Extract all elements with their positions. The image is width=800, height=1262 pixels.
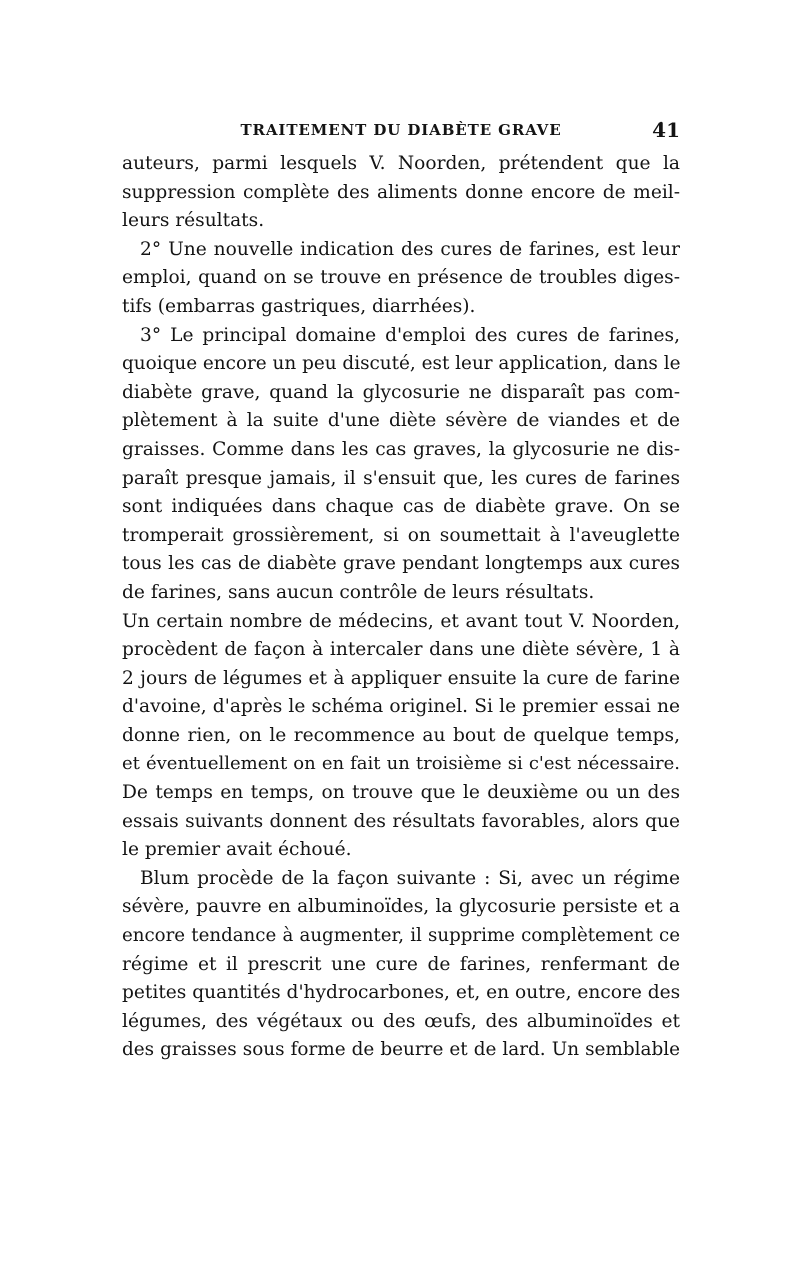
text-line: 2° Une nouvelle indication des cures de farines, est leur: [140, 238, 680, 260]
text-line: emploi, quand on se trouve en présence de troubles diges-: [122, 267, 680, 289]
text-line: 3° Le principal domaine d'emploi des cures de farines,: [140, 324, 680, 346]
page-number: 4̇1: [652, 118, 680, 142]
body-text: [122, 150, 680, 1065]
text-line: Un certain nombre de médecins, et avant tout V. Noorden,: [122, 610, 680, 632]
text-line: essais suivants donnent des résultats favorables, alors que: [122, 810, 680, 832]
text-line: encore tendance à augmenter, il supprime complètement ce: [122, 925, 680, 947]
text-line: plètement à la suite d'une diète sévère de viandes et de: [122, 410, 680, 432]
text-line: régime et il prescrit une cure de farines, renfermant de: [122, 953, 680, 975]
text-line: graisses. Comme dans les cas graves, la glycosurie ne dis-: [122, 438, 680, 460]
text-line: suppression complète des aliments donne encore de meil-: [122, 181, 680, 203]
text-line: petites quantités d'hydrocarbones, et, en outre, encore des: [122, 982, 680, 1004]
text-line: 2 jours de légumes et à appliquer ensuite la cure de farine: [122, 667, 680, 689]
text-line: d'avoine, d'après le schéma originel. Si le premier essai ne: [122, 696, 680, 718]
text-line: tifs (embarras gastriques, diarrhées).: [122, 295, 476, 317]
text-line: le premier avait échoué.: [122, 839, 352, 861]
text-line: sévère, pauvre en albuminoïdes, la glycosurie persiste et a: [122, 896, 680, 918]
text-line: sont indiquées dans chaque cas de diabète grave. On se: [122, 496, 680, 518]
text-line: donne rien, on le recommence au bout de quelque temps,: [122, 724, 680, 746]
text-line: procèdent de façon à intercaler dans une diète sévère, 1 à: [122, 639, 680, 661]
text-line: tous les cas de diabète grave pendant longtemps aux cures: [122, 553, 680, 575]
text-line: Blum procède de la façon suivante : Si, avec un régime: [140, 867, 680, 889]
text-line: et éventuellement on en fait un troisième si c'est nécessaire.: [122, 753, 680, 775]
text-line: légumes, des végétaux ou des œufs, des albuminoïdes et: [122, 1010, 680, 1032]
text-line: leurs résultats.: [122, 210, 265, 232]
running-title: TRAITEMENT DU DIABÈTE GRAVE: [240, 121, 562, 139]
text-line: De temps en temps, on trouve que le deuxième ou un des: [122, 782, 680, 804]
text-line: des graisses sous forme de beurre et de lard. Un semblable: [122, 1039, 680, 1061]
running-head: [122, 118, 680, 142]
text-line: de farines, sans aucun contrôle de leurs résultats.: [122, 581, 595, 603]
text-line: quoique encore un peu discuté, est leur application, dans le: [122, 353, 680, 375]
text-line: auteurs, parmi lesquels V. Noorden, prétendent que la: [122, 153, 680, 174]
text-line: diabète grave, quand la glycosurie ne disparaît pas com-: [122, 381, 680, 403]
text-line: tromperait grossièrement, si on soumettait à l'aveuglette: [122, 524, 680, 546]
text-line: paraît presque jamais, il s'ensuit que, les cures de farines: [122, 467, 680, 489]
